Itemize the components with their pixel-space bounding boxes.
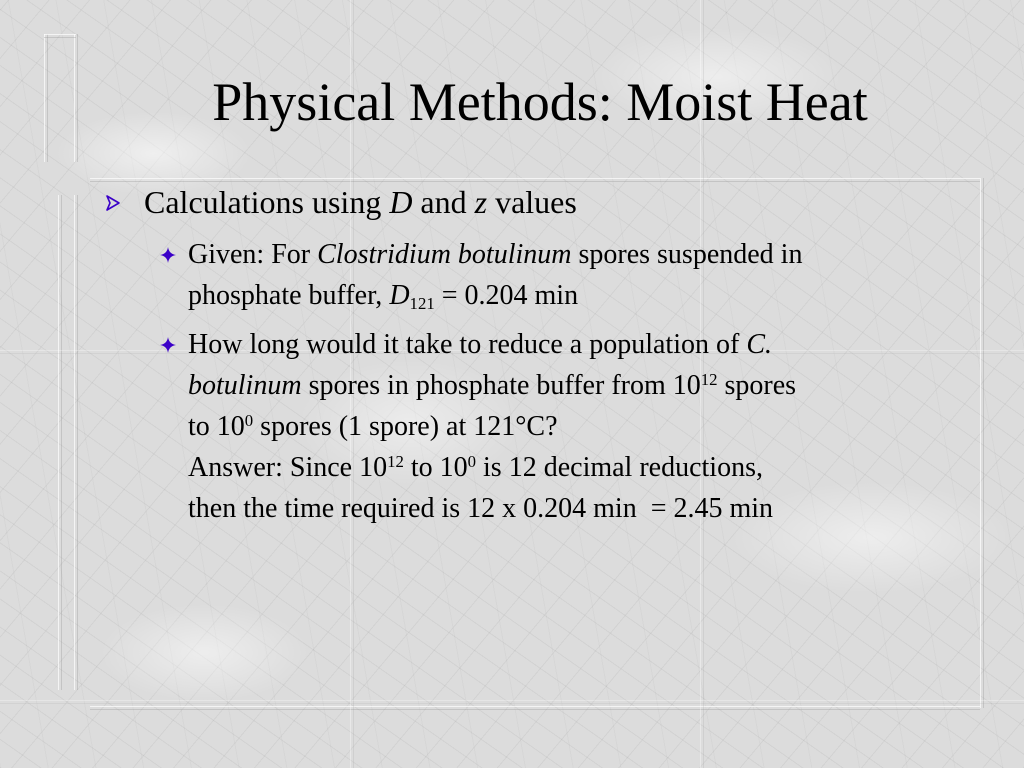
answer-text-2: to 10 bbox=[403, 452, 468, 483]
diamond-bullet-icon bbox=[159, 336, 177, 354]
diamond-bullet-icon bbox=[159, 246, 177, 264]
frame-line-left-lower-2 bbox=[74, 195, 78, 690]
answer-exponent-0: 0 bbox=[467, 451, 477, 471]
question-text-4: to 10 bbox=[188, 411, 245, 442]
frame-line-content-right bbox=[980, 178, 984, 708]
variable-d: D bbox=[389, 184, 413, 220]
slide-content bbox=[104, 182, 964, 529]
given-text-2: spores suspended in bbox=[571, 239, 803, 270]
bullet-calculations-tail: values bbox=[487, 184, 577, 220]
exponent-0: 0 bbox=[244, 410, 254, 430]
frame-line-left-outer bbox=[74, 34, 78, 162]
question-text-1: How long would it take to reduce a population of bbox=[188, 329, 747, 360]
answer-exponent-12: 12 bbox=[387, 451, 404, 471]
given-variable-d: D bbox=[389, 280, 410, 311]
question-text-5: spores (1 spore) at 121°C? bbox=[253, 411, 558, 442]
bullet-calculations-lead: Calculations using bbox=[144, 184, 390, 220]
slide-title: Physical Methods: Moist Heat bbox=[212, 72, 868, 132]
given-text-1: Given: For bbox=[188, 239, 318, 270]
variable-z: z bbox=[474, 184, 488, 220]
bullet-question bbox=[104, 324, 964, 529]
species-name: botulinum bbox=[188, 370, 302, 401]
answer-text-4: then the time required is 12 x 0.204 min = 2.45 min bbox=[188, 493, 774, 524]
frame-line-top-left bbox=[44, 34, 76, 38]
frame-line-left-top bbox=[44, 34, 48, 162]
genus-abbrev: C. bbox=[746, 329, 773, 360]
tile-seam-4 bbox=[0, 700, 1024, 704]
frame-line-content-bottom bbox=[90, 706, 980, 710]
answer-text-1: Answer: Since 10 bbox=[188, 452, 388, 483]
given-subscript: 121 bbox=[409, 294, 435, 314]
arrowhead-bullet-icon bbox=[104, 194, 122, 212]
frame-line-left-lower bbox=[58, 195, 62, 690]
answer-text-3: is 12 decimal reductions, bbox=[476, 452, 763, 483]
given-text-3: phosphate buffer, bbox=[188, 280, 390, 311]
bullet-given bbox=[104, 234, 964, 316]
organism-name: Clostridium botulinum bbox=[317, 239, 572, 270]
question-text-2: spores in phosphate buffer from 10 bbox=[301, 370, 701, 401]
bullet-calculations bbox=[104, 182, 964, 222]
question-text-3: spores bbox=[717, 370, 797, 401]
given-text-4: = 0.204 min bbox=[434, 280, 579, 311]
bullet-calculations-mid: and bbox=[412, 184, 475, 220]
exponent-12: 12 bbox=[700, 369, 718, 389]
